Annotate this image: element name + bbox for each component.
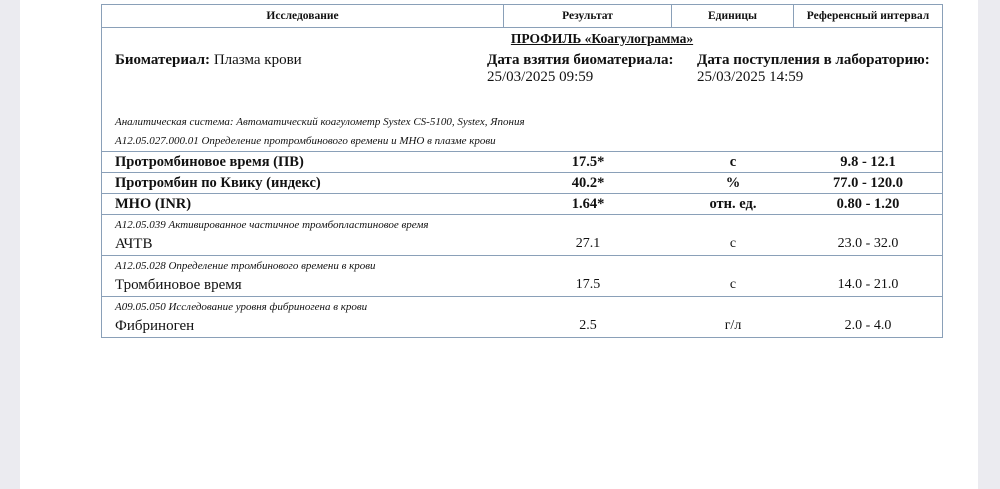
table-row [102,151,942,173]
document-page [20,0,978,489]
test-name: Протромбин по Квику (индекс) [115,174,321,191]
table-header [102,5,942,28]
test-name: Тромбиновое время [115,276,242,293]
test-name: Протромбиновое время (ПВ) [115,153,304,170]
profile-title: ПРОФИЛЬ «Коагулограмма» [510,31,694,46]
pt-section-title: A12.05.027.000.01 Определение протромбинового времени и МНО в плазме крови [115,135,496,147]
test-result: 17.5 [575,277,601,292]
test-result: 40.2* [571,174,605,191]
test-units: с [729,153,737,170]
test-result: 1.64* [571,195,605,212]
table-row [102,173,942,194]
test-units: с [729,277,737,292]
test-result: 17.5* [571,153,605,170]
test-units: % [725,174,741,191]
group-title: A12.05.039 Активированное частичное тромбопластиновое время [115,219,429,231]
sample-info [102,49,942,113]
test-reference: 0.80 - 1.20 [836,195,900,212]
test-result: 2.5 [579,318,597,333]
test-result: 27.1 [575,236,601,251]
test-reference: 14.0 - 21.0 [837,277,899,292]
collection-date [487,49,697,113]
test-name: АЧТВ [115,235,153,252]
header-study: Исследование [102,5,504,27]
biomaterial [102,49,487,113]
test-reference: 23.0 - 32.0 [837,236,899,251]
test-group-thrombin-time [102,256,942,297]
group-title: A12.05.028 Определение тромбинового времени в крови [115,260,376,272]
test-group-fibrinogen [102,297,942,337]
analytic-system: Аналитическая система: Автоматический коагулометр Systex CS-5100, Systex, Япония [115,116,525,128]
test-units: с [729,236,737,251]
test-reference: 77.0 - 120.0 [832,174,904,191]
test-reference: 9.8 - 12.1 [840,153,896,170]
table-row [102,274,942,296]
collection-date-label: Дата взятия биоматериала: [487,52,674,68]
received-date [697,49,930,113]
received-date-value: 25/03/2025 14:59 [697,69,804,85]
test-units: г/л [724,318,742,333]
biomaterial-value: Плазма крови [210,52,302,68]
test-name: МНО (INR) [115,195,192,212]
biomaterial-label: Биоматериал: [115,52,211,68]
group-title: A09.05.050 Исследование уровня фибриногена в крови [115,301,368,313]
test-reference: 2.0 - 4.0 [844,318,892,333]
test-name: Фибриноген [115,317,195,334]
table-row [102,233,942,255]
header-result: Результат [504,5,672,27]
table-row [102,315,942,337]
test-group-aptt [102,215,942,256]
test-units: отн. ед. [709,195,757,212]
table-row [102,194,942,215]
header-reference: Референсный интервал [806,10,930,22]
received-date-label: Дата поступления в лабораторию: [697,52,930,68]
header-units: Единицы [672,5,794,27]
results-table [101,4,943,338]
collection-date-value: 25/03/2025 09:59 [487,69,594,85]
